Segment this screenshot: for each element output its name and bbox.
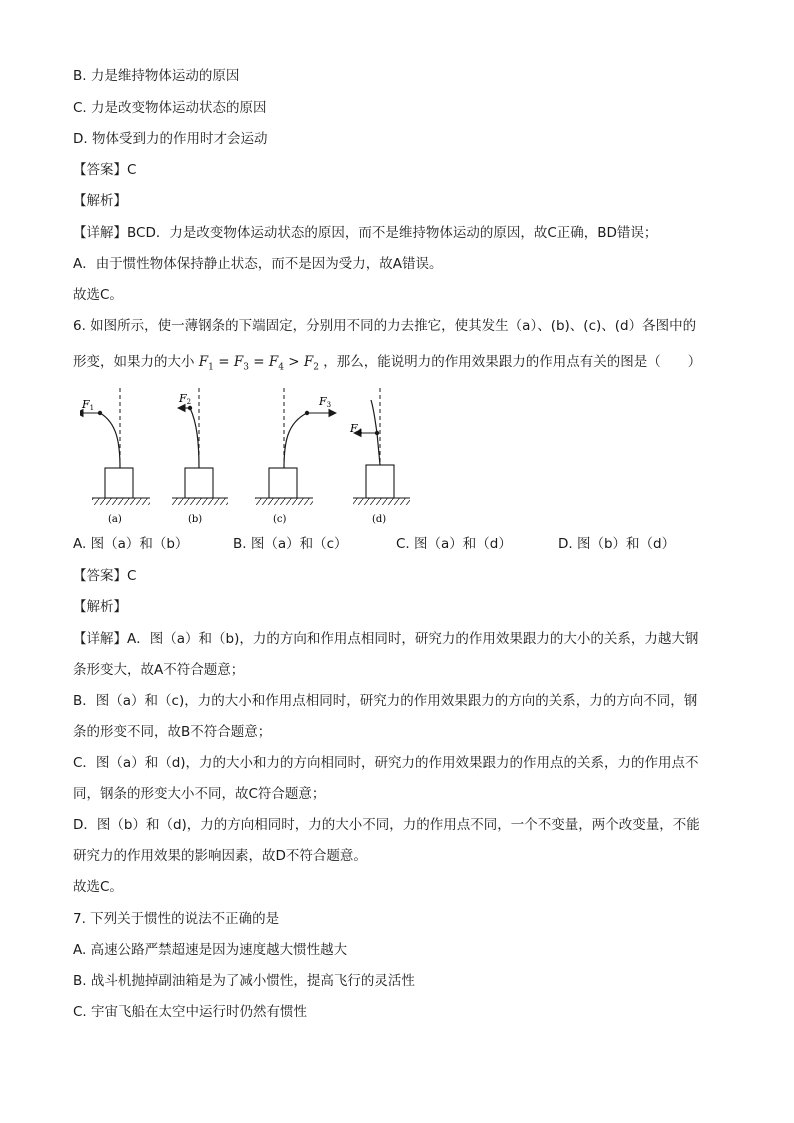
q6-detail-line-8: 研究力的作用效果的影响因素，故D不符合题意。 bbox=[73, 848, 367, 864]
q6-detail-line-1: 【详解】A．图（a）和（b)，力的方向和作用点相同时，研究力的作用效果跟力的大小的关系，力越大钢 bbox=[73, 631, 699, 647]
q6-analysis-tag: 【解析】 bbox=[73, 599, 127, 615]
force-label-f2: F2 bbox=[179, 392, 192, 406]
q5-option-c: C. 力是改变物体运动状态的原因 bbox=[73, 100, 267, 116]
force-label-f3: F3 bbox=[319, 395, 332, 409]
panel-c bbox=[255, 388, 336, 525]
q5-option-b: B. 力是维持物体运动的原因 bbox=[73, 68, 240, 84]
q5-analysis-tag: 【解析】 bbox=[73, 193, 127, 209]
q5-detail-line-2: A．由于惯性物体保持静止状态，而不是因为受力，故A错误。 bbox=[73, 256, 443, 272]
q7-option-c: C. 宇宙飞船在太空中运行时仍然有惯性 bbox=[73, 1004, 308, 1020]
panel-d bbox=[349, 388, 410, 525]
q6-option-d: D. 图（b）和（d） bbox=[558, 536, 676, 552]
q6-detail-line-2: 条形变大，故A不符合题意； bbox=[73, 662, 245, 678]
q6-detail-line-4: 条的形变不同，故B不符合题意； bbox=[73, 724, 272, 740]
q7-stem: 7. 下列关于惯性的说法不正确的是 bbox=[73, 911, 280, 927]
q6-detail-line-7: D．图（b）和（d)，力的方向相同时，力的大小不同，力的作用点不同，一个不变量，两个改变量，不能 bbox=[73, 817, 700, 833]
q6-answer: 【答案】C bbox=[73, 568, 137, 584]
panel-label-b: (b) bbox=[188, 514, 203, 525]
q5-conclusion: 故选C。 bbox=[73, 287, 123, 303]
q6-stem-line-2 bbox=[73, 352, 701, 378]
q6-option-a: A. 图（a）和（b） bbox=[73, 536, 189, 552]
q5-answer: 【答案】C bbox=[73, 162, 137, 178]
q6-stem-pre: 形变，如果力的大小 bbox=[73, 354, 195, 370]
q5-option-d: D. 物体受到力的作用时才会运动 bbox=[73, 131, 268, 147]
q6-option-c: C. 图（a）和（d） bbox=[396, 536, 512, 552]
q7-option-a: A. 高速公路严禁超速是因为速度越大惯性越大 bbox=[73, 942, 348, 958]
steel-strip-figure bbox=[80, 388, 430, 528]
q6-stem-post: ，那么，能说明力的作用效果跟力的作用点有关的图是（ ） bbox=[323, 354, 702, 370]
q6-detail-line-5: C．图（a）和（d)，力的大小和力的方向相同时，研究力的作用效果跟力的作用点的关系，力的作用点不 bbox=[73, 755, 699, 771]
force-label-f1: F1 bbox=[82, 398, 95, 412]
q6-stem-line-1: 6. 如图所示，使一薄钢条的下端固定，分别用不同的力去推它，使其发生（a）、(b)、(c)、(d）各图中的 bbox=[73, 318, 697, 334]
q6-detail-line-6: 同，钢条的形变大小不同，故C符合题意； bbox=[73, 786, 326, 802]
panel-label-d: (d) bbox=[372, 514, 387, 525]
panel-b bbox=[172, 388, 228, 525]
q6-option-b: B. 图（a）和（c） bbox=[233, 536, 348, 552]
force-label-f4: F4 bbox=[350, 422, 363, 436]
q7-option-b: B. 战斗机抛掉副油箱是为了减小惯性，提高飞行的灵活性 bbox=[73, 973, 415, 989]
q6-detail-line-3: B．图（a）和（c)，力的大小和作用点相同时，研究力的作用效果跟力的方向的关系，力的方向不同，钢 bbox=[73, 693, 698, 709]
q5-detail-line-1: 【详解】BCD．力是改变物体运动状态的原因，而不是维持物体运动的原因，故C正确，BD错误； bbox=[73, 225, 658, 241]
panel-label-a: (a) bbox=[108, 514, 122, 525]
panel-label-c: (c) bbox=[273, 514, 287, 525]
q6-conclusion: 故选C。 bbox=[73, 879, 123, 895]
panel-a bbox=[80, 388, 150, 525]
force-relation-formula: $F_1 = F_3 = F_4 > F_2$ bbox=[198, 354, 319, 373]
